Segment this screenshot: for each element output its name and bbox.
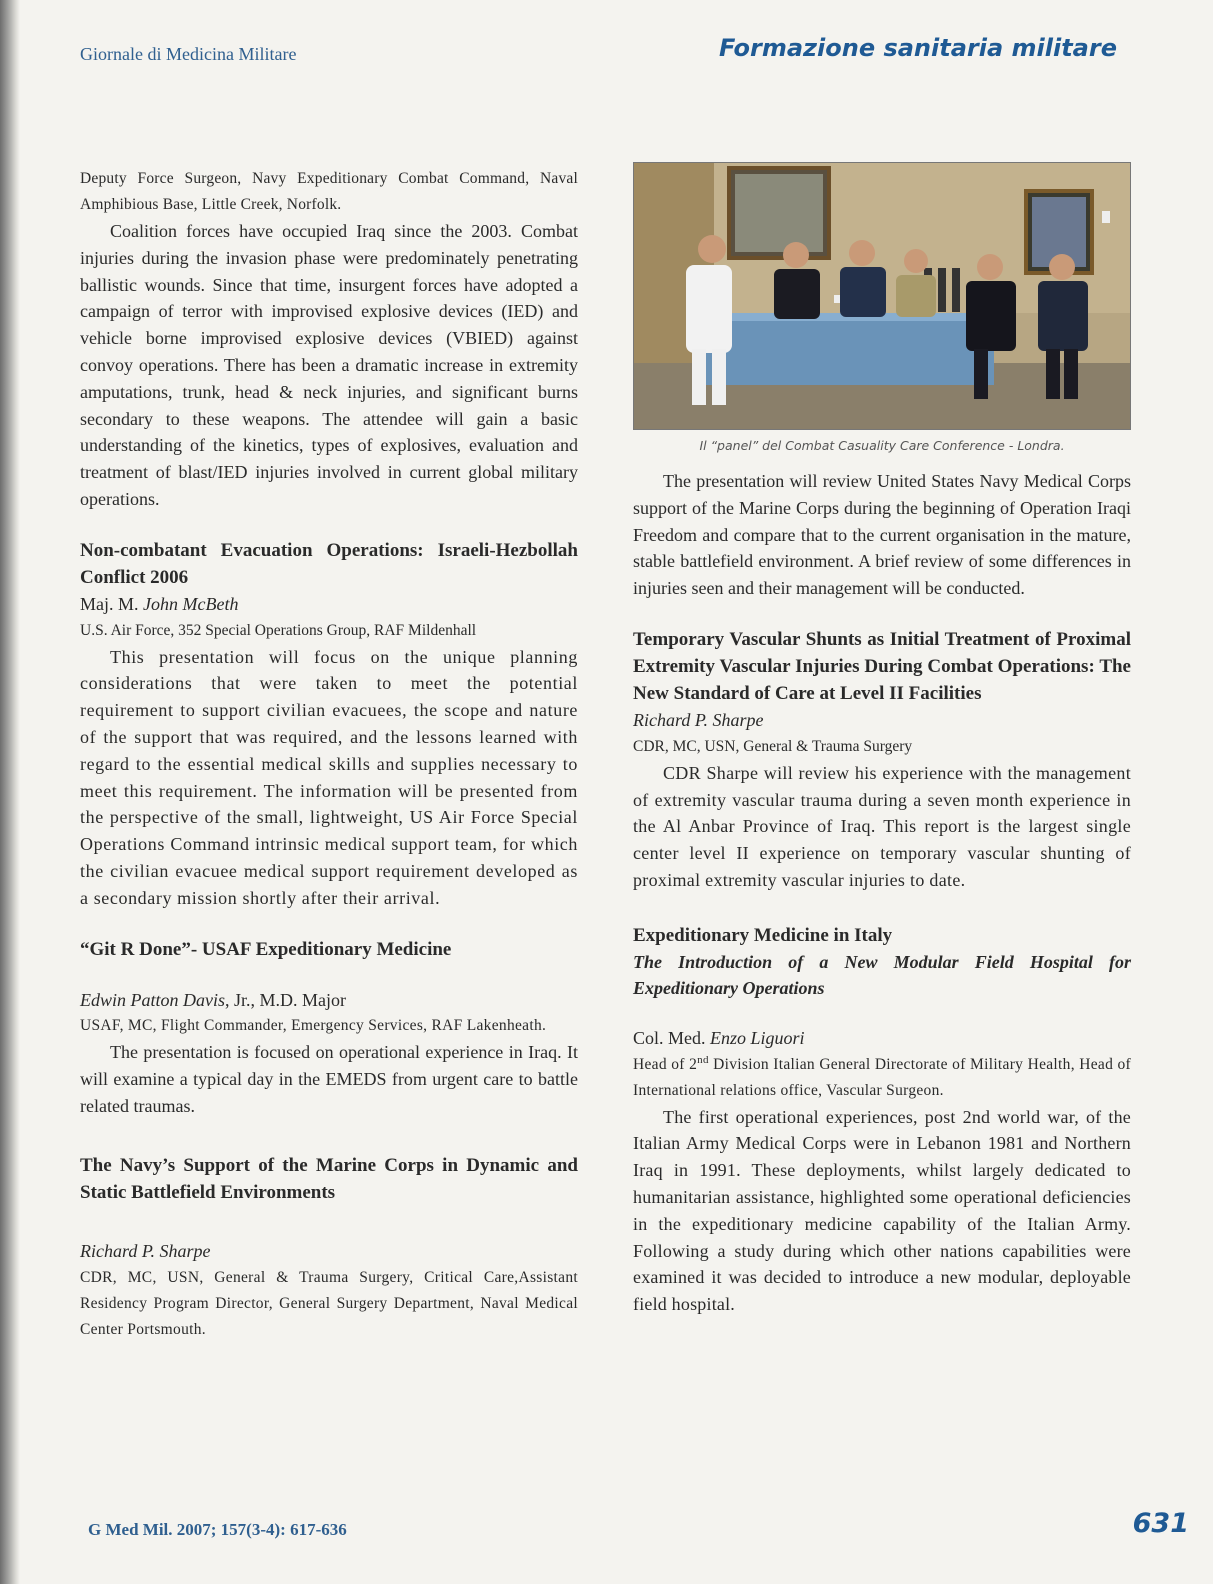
neo-section-title: Non-combatant Evacuation Operations: Israeli-Hezbollah Conflict 2006 (80, 539, 578, 588)
navy-section-title: The Navy’s Support of the Marine Corps in Dynamic and Static Battlefield Environments (80, 1154, 578, 1203)
neo-body: This presentation will focus on the unique planning considerations that were taken to meet the potential requirement to support civilian evacuees, the scope and nature of the support that was required, and the lessons learned with regard to the essential medical skills and supplies necessary to meet this requirement. The information will be presented from the perspective of the small, lightweight, US Air Force Special Operations Command intrinsic medical support team, for which the civilian evacuee medical support requirement developed as a secondary mission shortly after their arrival. (80, 646, 578, 908)
navy-body: The presentation will review United States Navy Medical Corps support of the Marine Corps during the beginning of Operation Iraqi Freedom and compare that to the current organisation in the mature, stable battlefield environment. A brief review of some differences in injuries seen and their management will be conducted. (633, 471, 1131, 599)
italy-section-title: Expeditionary Medicine in Italy (633, 924, 893, 946)
italy-affiliation-sup: nd (697, 1053, 709, 1066)
shunts-body: CDR Sharpe will review his experience with the management of extremity vascular trauma during a seven month experience in the Al Anbar Province of Iraq. This report is the largest single center level II experience on temporary vascular shunting of proximal extremity vascular injuries to date. (633, 762, 1131, 890)
italy-affiliation-post: Division Italian General Directorate of Military Health, Head of International relations office, Vascular Surgeon. (633, 1055, 1131, 1099)
italy-author-name: Enzo Liguori (710, 1027, 805, 1048)
page-number: 631 (1132, 1508, 1189, 1539)
section-title: Formazione sanitaria militare (718, 34, 1117, 62)
left-column (80, 166, 578, 1343)
shunts-section-title: Temporary Vascular Shunts as Initial Treatment of Proximal Extremity Vascular Injuries During Combat Operations: The New Standard of Care at Level II Facilities (633, 628, 1131, 704)
right-column (633, 162, 1131, 1318)
conference-panel-photo (633, 162, 1131, 430)
intro-body: Coalition forces have occupied Iraq since the 2003. Combat injuries during the invasion phase were predominately penetrating ballistic wounds. Since that time, insurgent forces have adopted a campaign of terror with improvised explosive devices (IED) and vehicle borne improvised explosive devices (VBIED) against convoy operations. There has been a dramatic increase in extremity amputations, trunk, head & neck injuries, and significant burns secondary to these weapons. The attendee will gain a basic understanding of the kinetics, types of explosives, evaluation and treatment of blast/IED injuries involved in current global military operations. (80, 221, 578, 509)
navy-author-name: Richard P. Sharpe (80, 1240, 211, 1261)
neo-author-name: John McBeth (143, 593, 239, 614)
git-author (80, 987, 578, 1014)
neo-author (80, 591, 578, 618)
italy-affiliation (633, 1052, 1131, 1104)
photo-illustration (634, 163, 1131, 430)
intro-affiliation: Deputy Force Surgeon, Navy Expeditionary Combat Command, Naval Amphibious Base, Little Creek, Norfolk. (80, 170, 578, 213)
italy-author (633, 1025, 1131, 1052)
footer-citation: G Med Mil. 2007; 157(3-4): 617-636 (88, 1520, 347, 1539)
neo-affiliation: U.S. Air Force, 352 Special Operations Group, RAF Mildenhall (80, 621, 477, 639)
git-body: The presentation is focused on operational experience in Iraq. It will examine a typical day in the EMEDS from urgent care to battle related traumas. (80, 1042, 578, 1116)
git-author-name: Edwin Patton Davis (80, 989, 225, 1010)
italy-affiliation-pre: Head of 2 (633, 1055, 698, 1073)
italy-subtitle: The Introduction of a New Modular Field Hospital for Expeditionary Operations (633, 951, 1131, 998)
shunts-author-name: Richard P. Sharpe (633, 709, 764, 730)
git-author-suffix: , Jr., M.D. Major (225, 989, 346, 1010)
git-affiliation: USAF, MC, Flight Commander, Emergency Services, RAF Lakenheath. (80, 1017, 547, 1035)
shunts-affiliation: CDR, MC, USN, General & Trauma Surgery (633, 737, 913, 755)
navy-affiliation: CDR, MC, USN, General & Trauma Surgery, Critical Care,Assistant Residency Program Director, General Surgery Department, Naval Medical Center Portsmouth. (80, 1268, 578, 1338)
photo-caption: Il “panel” del Combat Casuality Care Conference - Londra. (699, 438, 1065, 453)
italy-author-rank: Col. Med. (633, 1027, 711, 1048)
neo-author-rank: Maj. M. (80, 593, 143, 614)
git-section-title: “Git R Done”- USAF Expeditionary Medicine (80, 938, 452, 960)
book-spine-shadow (0, 0, 20, 1584)
italy-body: The first operational experiences, post 2nd world war, of the Italian Army Medical Corps were in Lebanon 1981 and Northern Iraq in 1991. These deployments, whilst largely dedicated to humanitarian assistance, highlighted some operational deficiencies in the expeditionary medicine capability of the Italian Army. Following a study during which other nations capabilities were examined it was decided to introduce a new modular, deployable field hospital. (633, 1106, 1131, 1315)
journal-title: Giornale di Medicina Militare (80, 44, 297, 64)
